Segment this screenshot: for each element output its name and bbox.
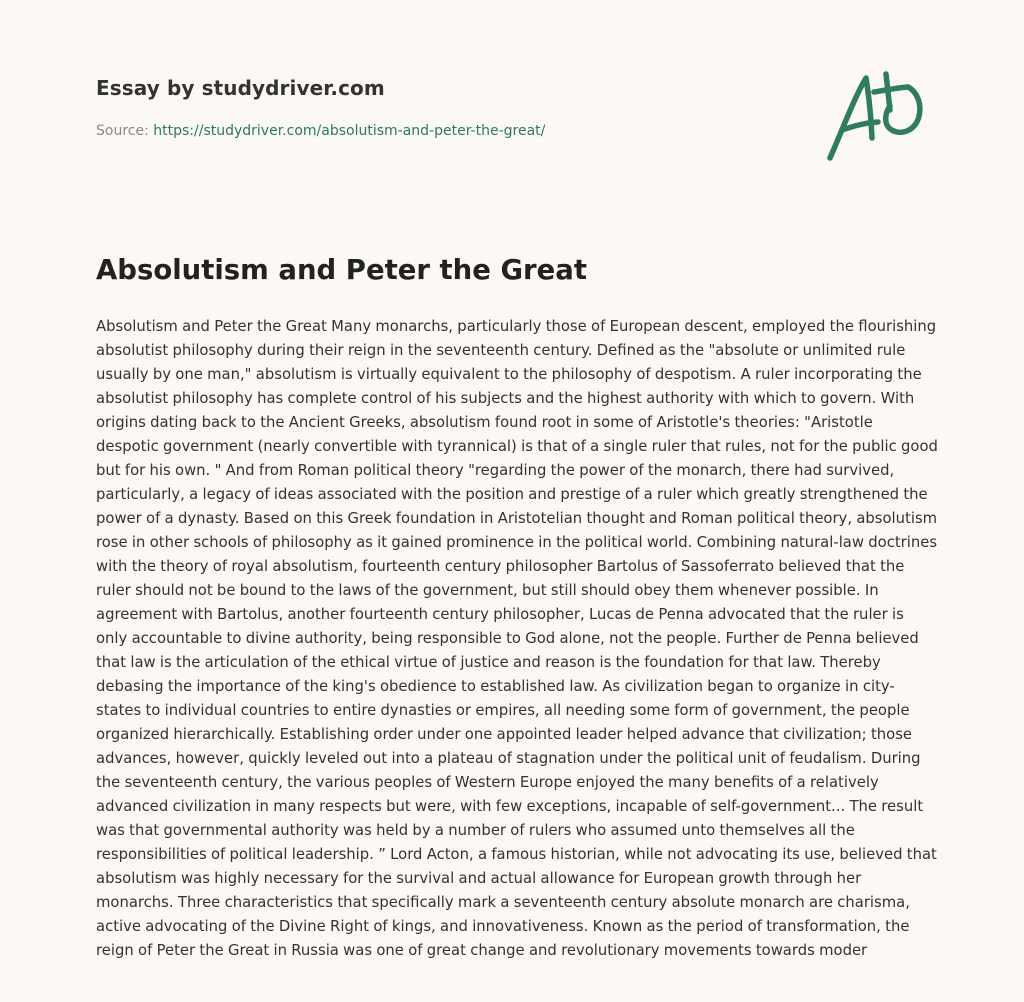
site-brand-title: Essay by studydriver.com [96,76,385,100]
essay-body: Absolutism and Peter the Great Many monarchs, particularly those of European descent, employed the flourishing absolutist philosophy during their reign in the seventeenth century. Defined as the "absolute or unlimited rule usually by one man," absolutism is virtually equivalent to the philosophy of despotism. A ruler incorporating the absolutist philosophy has complete control of his subjects and the highest authority with which to govern. With origins dating back to the Ancient Greeks, absolutism found root in some of Aristotle's theories: "Aristotle despotic government (nearly convertible with tyrannical) is that of a single ruler that rules, not for the public good but for his own. " And from Roman political theory "regarding the power of the monarch, there had survived, particularly, a legacy of ideas associated with the position and prestige of a ruler which greatly strengthened the power of a dynasty. Based on this Greek foundation in Aristotelian thought and Roman political theory, absolutism rose in other schools of philosophy as it gained prominence in the political world. Combining natural-law doctrines with the theory of royal absolutism, fourteenth century philosopher Bartolus of Sassoferrato believed that the ruler should not be bound to the laws of the government, but still should obey them whenever possible. In agreement with Bartolus, another fourteenth century philosopher, Lucas de Penna advocated that the ruler is only accountable to divine authority, being responsible to God alone, not the people. Further de Penna believed that law is the articulation of the ethical virtue of justice and reason is the foundation for that law. Thereby debasing the importance of the king's obedience to established law. As civilization began to organize in city-states to individual countries to entire dynasties or empires, all needing some form of government, the people organized hierarchically. Establishing order under one appointed leader helped advance that civilization; those advances, however, quickly leveled out into a plateau of stagnation under the political unit of feudalism. During the seventeenth century, the various peoples of Western Europe enjoyed the many benefits of a relatively advanced civilization in many respects but were, with few exceptions, incapable of self-government... The result was that governmental authority was held by a number of rulers who assumed unto themselves all the responsibilities of political leadership. ” Lord Acton, a famous historian, while not advocating its use, believed that absolutism was highly necessary for the survival and actual allowance for European growth through her monarchs. Three characteristics that specifically mark a seventeenth century absolute monarch are charisma, active advocating of the Divine Right of kings, and innovativeness. Known as the period of transformation, the reign of Peter the Great in Russia was one of great change and revolutionary movements towards moder [96,318,938,959]
source-label: Source: [96,123,154,139]
source-line [96,123,545,139]
source-link[interactable]: https://studydriver.com/absolutism-and-peter-the-great/ [153,123,546,139]
essay-title: Absolutism and Peter the Great [96,254,587,286]
a-plus-logo-icon [820,66,930,166]
